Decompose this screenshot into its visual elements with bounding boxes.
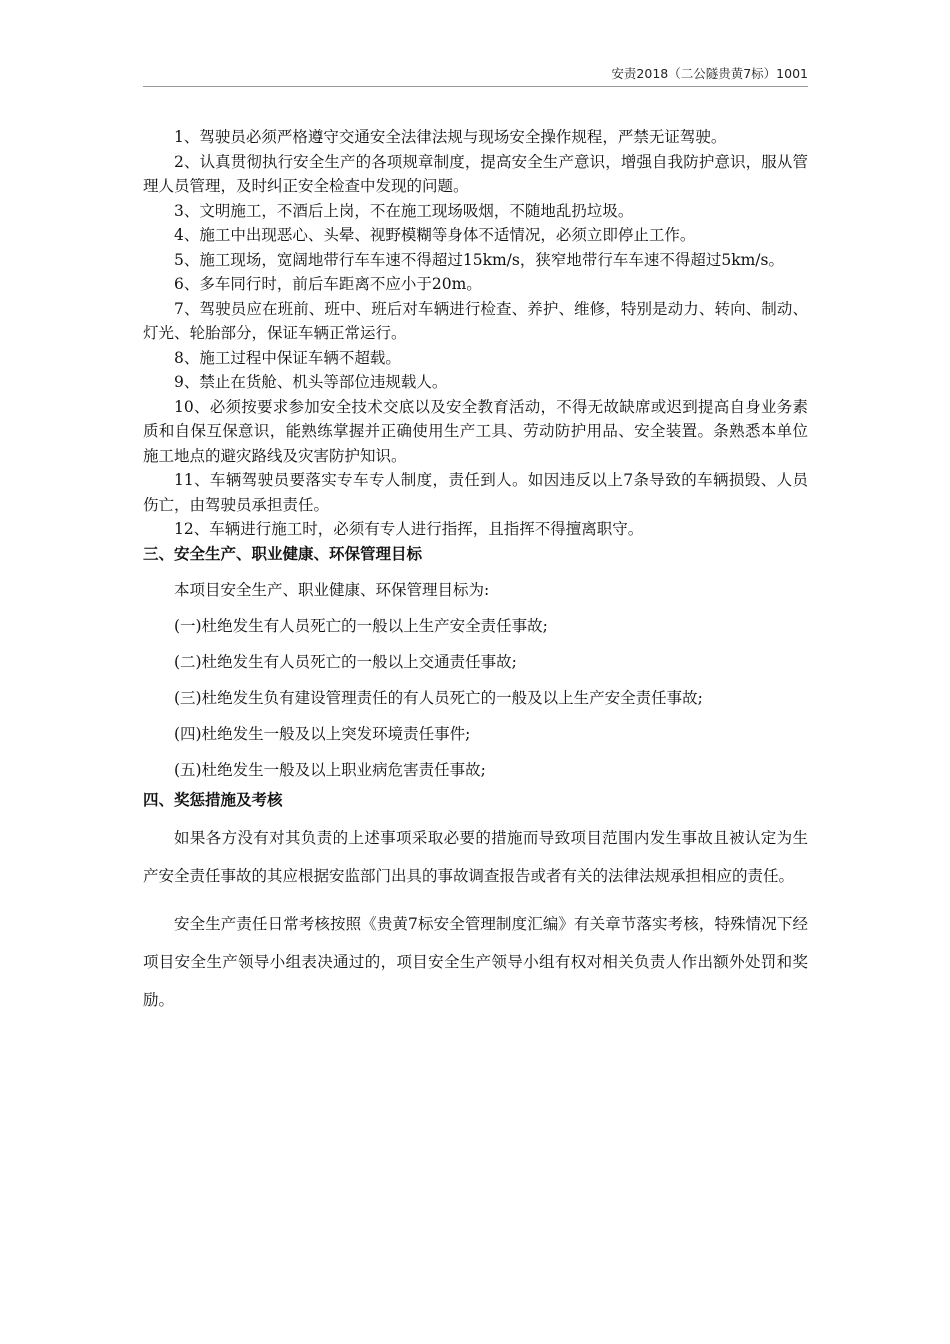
rule-item-1: 1、驾驶员必须严格遵守交通安全法律法规与现场安全操作规程，严禁无证驾驶。 bbox=[174, 128, 727, 146]
rule-item-9: 9、禁止在货舱、机头等部位违规载人。 bbox=[174, 373, 448, 391]
target-goal-2: (二)杜绝发生有人员死亡的一般以上交通责任事故; bbox=[174, 653, 517, 671]
rule-item-7: 7、驾驶员应在班前、班中、班后对车辆进行检查、养护、维修，特别是动力、转向、制动、灯光、轮胎部分，保证车辆正常运行。 bbox=[143, 299, 808, 342]
rule-item-6: 6、多车同行时，前后车距离不应小于20m。 bbox=[174, 275, 482, 293]
rule-item-2: 2、认真贯彻执行安全生产的各项规章制度，提高安全生产意识，增强自我防护意识，服从管理人员管理，及时纠正安全检查中发现的问题。 bbox=[143, 152, 808, 195]
target-goal-5: (五)杜绝发生一般及以上职业病危害责任事故; bbox=[174, 761, 486, 779]
target-goal-1: (一)杜绝发生有人员死亡的一般以上生产安全责任事故; bbox=[174, 617, 548, 635]
rule-item-8: 8、施工过程中保证车辆不超载。 bbox=[174, 348, 401, 367]
rewards-paragraph-1: 如果各方没有对其负责的上述事项采取必要的措施而导致项目范围内发生事故且被认定为生产安全责任事故的其应根据安监部门出具的事故调查报告或者有关的法律法规承担相应的责任。 bbox=[143, 828, 808, 885]
rule-item-3: 3、文明施工，不酒后上岗，不在施工现场吸烟，不随地乱扔垃圾。 bbox=[174, 201, 634, 220]
rule-item-5: 5、施工现场，宽阔地带行车车速不得超过15km/s，狭窄地带行车车速不得超过5km/s。 bbox=[174, 250, 784, 269]
section-heading-rewards: 四、奖惩措施及考核 bbox=[143, 791, 283, 809]
target-goal-3: (三)杜绝发生负有建设管理责任的有人员死亡的一般及以上生产安全责任事故; bbox=[174, 689, 703, 707]
rewards-paragraph-2: 安全生产责任日常考核按照《贵黄7标安全管理制度汇编》有关章节落实考核，特殊情况下经项目安全生产领导小组表决通过的，项目安全生产领导小组有权对相关负责人作出额外处罚和奖励。 bbox=[143, 914, 808, 1009]
section-heading-targets: 三、安全生产、职业健康、环保管理目标 bbox=[143, 544, 423, 563]
rule-item-12: 12、车辆进行施工时，必须有专人进行指挥，且指挥不得擅离职守。 bbox=[174, 520, 644, 538]
header-rule bbox=[143, 86, 808, 87]
rule-item-4: 4、施工中出现恶心、头晕、视野模糊等身体不适情况，必须立即停止工作。 bbox=[174, 226, 696, 244]
document-code: 安责2018（二公隧贵黄7标）1001 bbox=[611, 66, 808, 81]
document-body bbox=[143, 125, 808, 1019]
rule-item-11: 11、车辆驾驶员要落实专车专人制度，责任到人。如因违反以上7条导致的车辆损毁、人员伤亡，由驾驶员承担责任。 bbox=[143, 471, 808, 514]
rule-item-10: 10、必须按要求参加安全技术交底以及安全教育活动，不得无故缺席或迟到提高自身业务素质和自保互保意识，能熟练掌握并正确使用生产工具、劳动防护用品、安全装置。条熟悉本单位施工地点的避灾路线及灾害防护知识。 bbox=[143, 397, 808, 465]
target-goal-4: (四)杜绝发生一般及以上突发环境责任事件; bbox=[174, 725, 471, 743]
targets-intro: 本项目安全生产、职业健康、环保管理目标为: bbox=[174, 581, 490, 599]
